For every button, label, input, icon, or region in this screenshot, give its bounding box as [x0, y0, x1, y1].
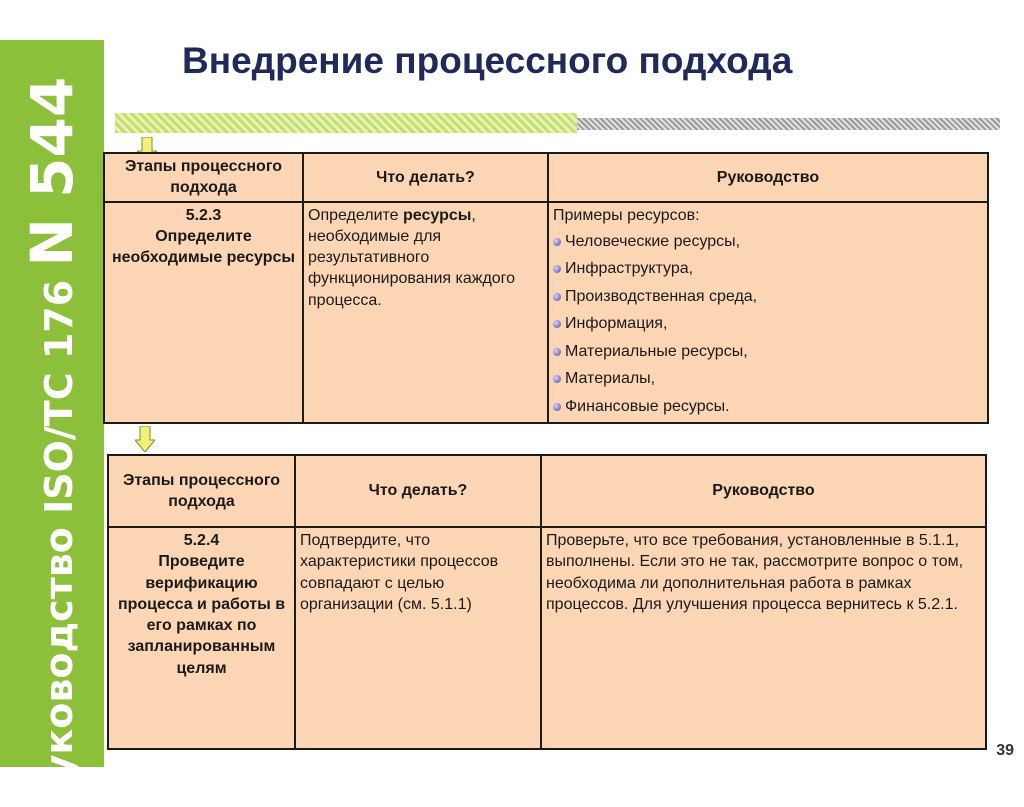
sidebar-text-big: N 544 — [18, 76, 86, 267]
header-what-to-do: Что делать? — [295, 455, 541, 527]
bullet-icon — [553, 265, 561, 273]
bullet-icon — [553, 238, 561, 246]
bullet-icon — [553, 403, 561, 411]
todo-prefix: Определите — [308, 206, 404, 224]
guidance-cell — [548, 202, 988, 424]
list-item: Финансовые ресурсы. — [553, 393, 983, 421]
sidebar-band — [0, 40, 104, 807]
list-item: Производственная среда, — [553, 283, 983, 311]
stage-number: 5.2.4 — [183, 532, 220, 549]
sidebar-vertical-text — [18, 77, 86, 807]
stage-text: Определите необходимые ресурсы — [111, 227, 296, 267]
page-number: 39 — [996, 742, 1014, 759]
guidance-intro: Примеры ресурсов: — [553, 206, 700, 224]
header-stages: Этапы процессного подхода — [104, 153, 303, 202]
guidance-cell: Проверьте, что все требования, установленные в 5.1.1, выполнены. Если это не так, рассмотрите вопрос о том, необходима ли дополнительная работа в рамках процессов. Для улучшения процесса вернитесь к 5.2.1. — [541, 527, 986, 749]
decorative-bar-green — [115, 113, 577, 133]
list-item: Инфраструктура, — [553, 255, 983, 283]
bullet-icon — [553, 348, 561, 356]
list-item: Человеческие ресурсы, — [553, 228, 983, 256]
todo-suffix: , необходимые для результативного функционирования каждого процесса. — [308, 206, 516, 309]
table-row — [108, 527, 986, 749]
todo-cell — [303, 202, 548, 424]
todo-cell: Подтвердите, что характеристики процессов совпадают с целью организации (см. 5.1.1) — [295, 527, 541, 749]
bullet-icon — [553, 375, 561, 383]
list-item: Материальные ресурсы, — [553, 338, 983, 366]
table-header-row — [104, 153, 988, 202]
stage-text: Проведите верификацию процесса и работы в его рамках по запланированным целям — [117, 553, 286, 677]
resource-list — [553, 228, 983, 421]
verification-table — [107, 454, 987, 750]
bullet-icon — [553, 320, 561, 328]
resources-table — [103, 152, 989, 424]
down-arrow-icon — [135, 426, 155, 452]
stage-cell — [108, 527, 295, 749]
stage-cell — [104, 202, 303, 424]
list-item: Информация, — [553, 310, 983, 338]
table-header-row — [108, 455, 986, 527]
header-guidance: Руководство — [541, 455, 986, 527]
slide-title: Внедрение процессного подхода — [182, 40, 793, 81]
header-stages: Этапы процессного подхода — [108, 455, 295, 527]
table-row — [104, 202, 988, 424]
decorative-bar-gray — [577, 118, 1000, 130]
sidebar-text-small: Руководство ISO/TC 176 — [37, 266, 81, 807]
bullet-icon — [553, 293, 561, 301]
header-what-to-do: Что делать? — [303, 153, 548, 202]
list-item: Материалы, — [553, 365, 983, 393]
stage-number: 5.2.3 — [185, 206, 222, 224]
header-guidance: Руководство — [548, 153, 988, 202]
todo-bold: ресурсы — [403, 206, 472, 224]
